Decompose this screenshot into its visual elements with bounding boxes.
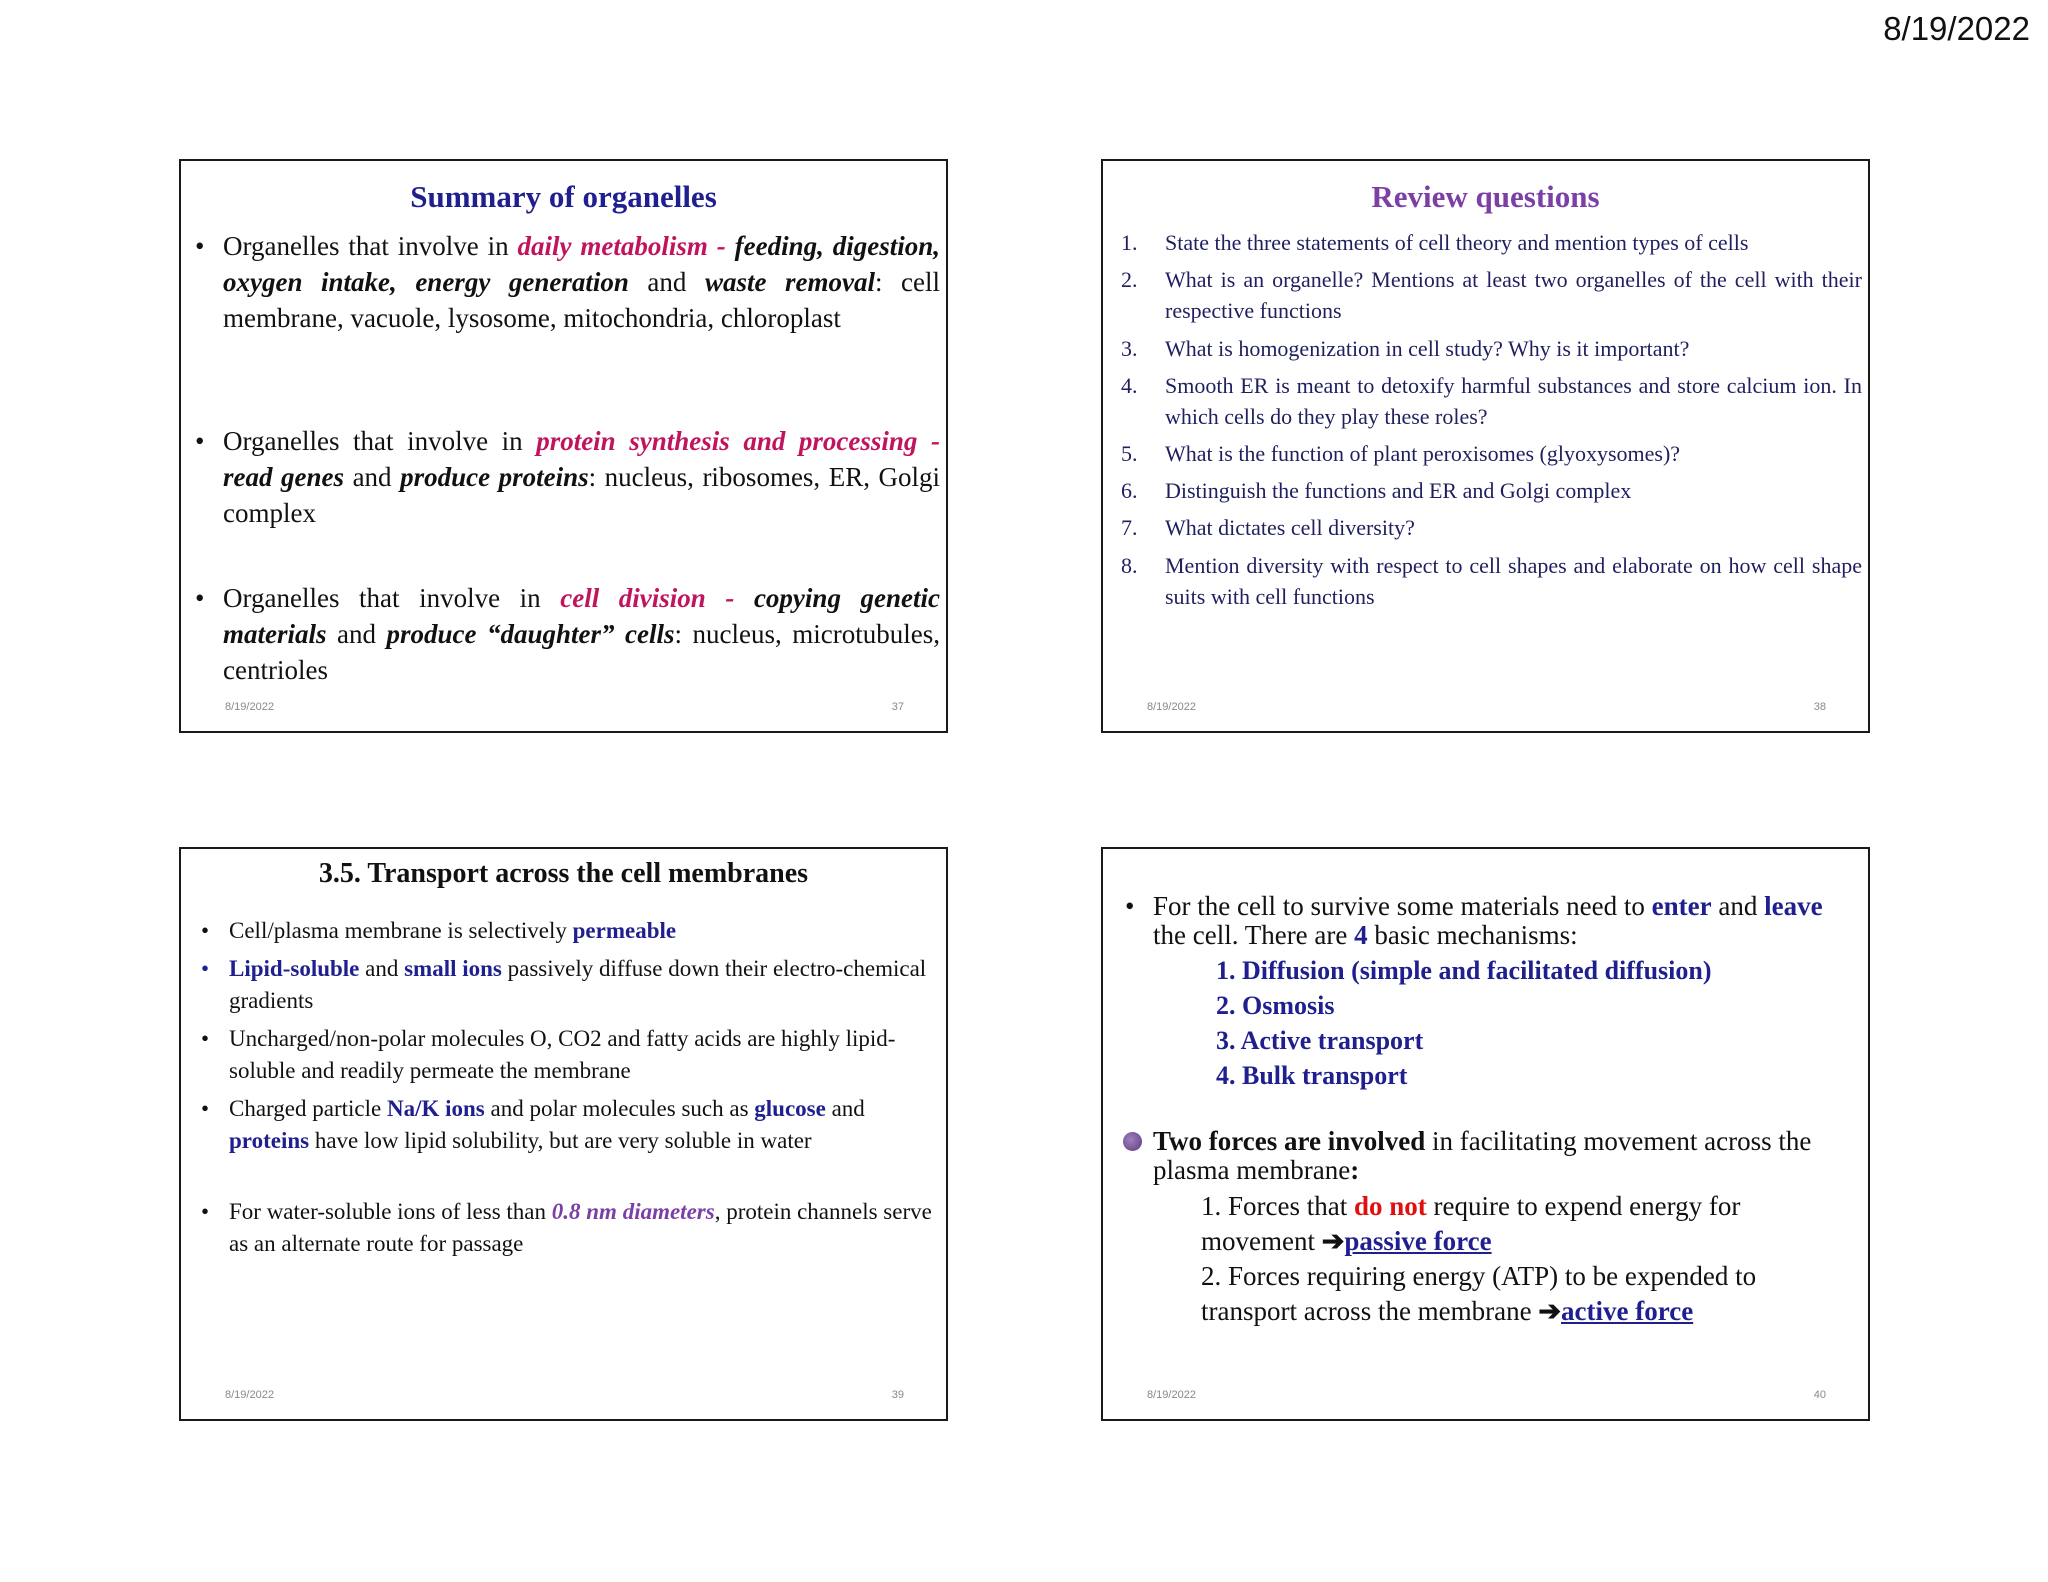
bullet-item: • Organelles that involve in protein synthesis and processing - read genes and produce proteins: nucleus, ribosomes, ER, Golgi complex bbox=[223, 423, 940, 531]
question-item: 6. Distinguish the functions and ER and Golgi complex bbox=[1121, 478, 1632, 503]
bullet-dot-icon bbox=[1123, 1132, 1142, 1151]
bullet-item: • Uncharged/non-polar molecules O, CO2 and fatty acids are highly lipid-soluble and readily permeate the membrane bbox=[229, 1023, 940, 1087]
question-item: 1. State the three statements of cell theory and mention types of cells bbox=[1121, 230, 1749, 255]
mechanism-item: 2. Osmosis bbox=[1216, 991, 1335, 1020]
page-number: 39 bbox=[891, 1389, 904, 1401]
slide-38 bbox=[1101, 159, 1870, 733]
question-item: 4. Smooth ER is meant to detoxify harmful substances and store calcium ion. In which cells do they play these roles? bbox=[1121, 373, 1862, 429]
slide-37 bbox=[179, 159, 948, 733]
page-date: 8/19/2022 bbox=[1883, 10, 2030, 47]
bullet-icon: • bbox=[201, 1096, 210, 1121]
slide-title: 3.5. Transport across the cell membranes bbox=[318, 858, 809, 889]
bullet-icon: • bbox=[1125, 891, 1135, 921]
question-item: 3. What is homogenization in cell study? Why is it important? bbox=[1121, 336, 1690, 361]
slide-title: Review questions bbox=[1371, 179, 1600, 214]
question-item: 8. Mention diversity with respect to cell shapes and elaborate on how cell shape suits with cell functions bbox=[1121, 553, 1862, 609]
page-number: 40 bbox=[1813, 1389, 1826, 1401]
bullet-icon: • bbox=[195, 426, 205, 456]
slide-40 bbox=[1101, 847, 1870, 1421]
bullet-item: • Organelles that involve in daily metabolism - feeding, digestion, oxygen intake, energy generation and waste removal: cell membrane, vacuole, lysosome, mitochondria, chloroplast bbox=[223, 228, 940, 336]
bullet-item: • Charged particle Na/K ions and polar molecules such as glucose and proteins have low lipid solubility, but are very soluble in water bbox=[229, 1093, 940, 1157]
passive-force-link[interactable]: passive force bbox=[1344, 1226, 1492, 1256]
footer-date: 8/19/2022 bbox=[1147, 1389, 1196, 1401]
question-item: 5. What is the function of plant peroxisomes (glyoxysomes)? bbox=[1121, 441, 1681, 466]
bullet-item: • For water-soluble ions of less than 0.8 nm diameters, protein channels serve as an alternate route for passage bbox=[229, 1196, 940, 1260]
bullet-item: • Cell/plasma membrane is selectively permeable bbox=[229, 915, 940, 947]
arrow-icon: ➔ bbox=[1321, 1226, 1345, 1256]
question-item: 7. What dictates cell diversity? bbox=[1121, 515, 1415, 540]
page-number: 37 bbox=[891, 701, 904, 713]
mechanism-item: 1. Diffusion (simple and facilitated diffusion) bbox=[1216, 956, 1712, 985]
bullet-item: • Lipid-soluble and small ions passively diffuse down their electro-chemical gradients bbox=[229, 953, 940, 1017]
bullet-icon: • bbox=[195, 231, 205, 261]
bullet-icon: • bbox=[201, 1199, 210, 1224]
slide-39 bbox=[179, 847, 948, 1421]
force-item: 1. Forces that do not require to expend energy for movement ➔passive force bbox=[1201, 1191, 1741, 1256]
footer-date: 8/19/2022 bbox=[1147, 701, 1196, 713]
bullet-icon: • bbox=[201, 918, 210, 943]
intro-paragraph: • For the cell to survive some materials need to enter and leave the cell. There are 4 basic mechanisms: bbox=[1125, 891, 1823, 950]
bullet-item: • Organelles that involve in cell division - copying genetic materials and produce “daughter” cells: nucleus, microtubules, centrioles bbox=[223, 580, 940, 688]
slide-title: Summary of organelles bbox=[410, 179, 717, 214]
bullet-icon: • bbox=[201, 956, 210, 981]
force-item: 2. Forces requiring energy (ATP) to be expended to transport across the membrane ➔active force bbox=[1201, 1261, 1757, 1326]
footer-date: 8/19/2022 bbox=[225, 1389, 274, 1401]
question-item: 2. What is an organelle? Mentions at least two organelles of the cell with their respective functions bbox=[1121, 267, 1862, 323]
mechanism-item: 3. Active transport bbox=[1216, 1026, 1424, 1055]
bullet-icon: • bbox=[201, 1026, 210, 1051]
footer-date: 8/19/2022 bbox=[225, 701, 274, 713]
forces-paragraph: Two forces are involved in facilitating movement across the plasma membrane: bbox=[1153, 1126, 1812, 1185]
page-number: 38 bbox=[1813, 701, 1826, 713]
arrow-icon: ➔ bbox=[1538, 1296, 1562, 1326]
mechanism-item: 4. Bulk transport bbox=[1216, 1061, 1408, 1090]
active-force-link[interactable]: active force bbox=[1561, 1296, 1694, 1326]
bullet-icon: • bbox=[195, 583, 205, 613]
